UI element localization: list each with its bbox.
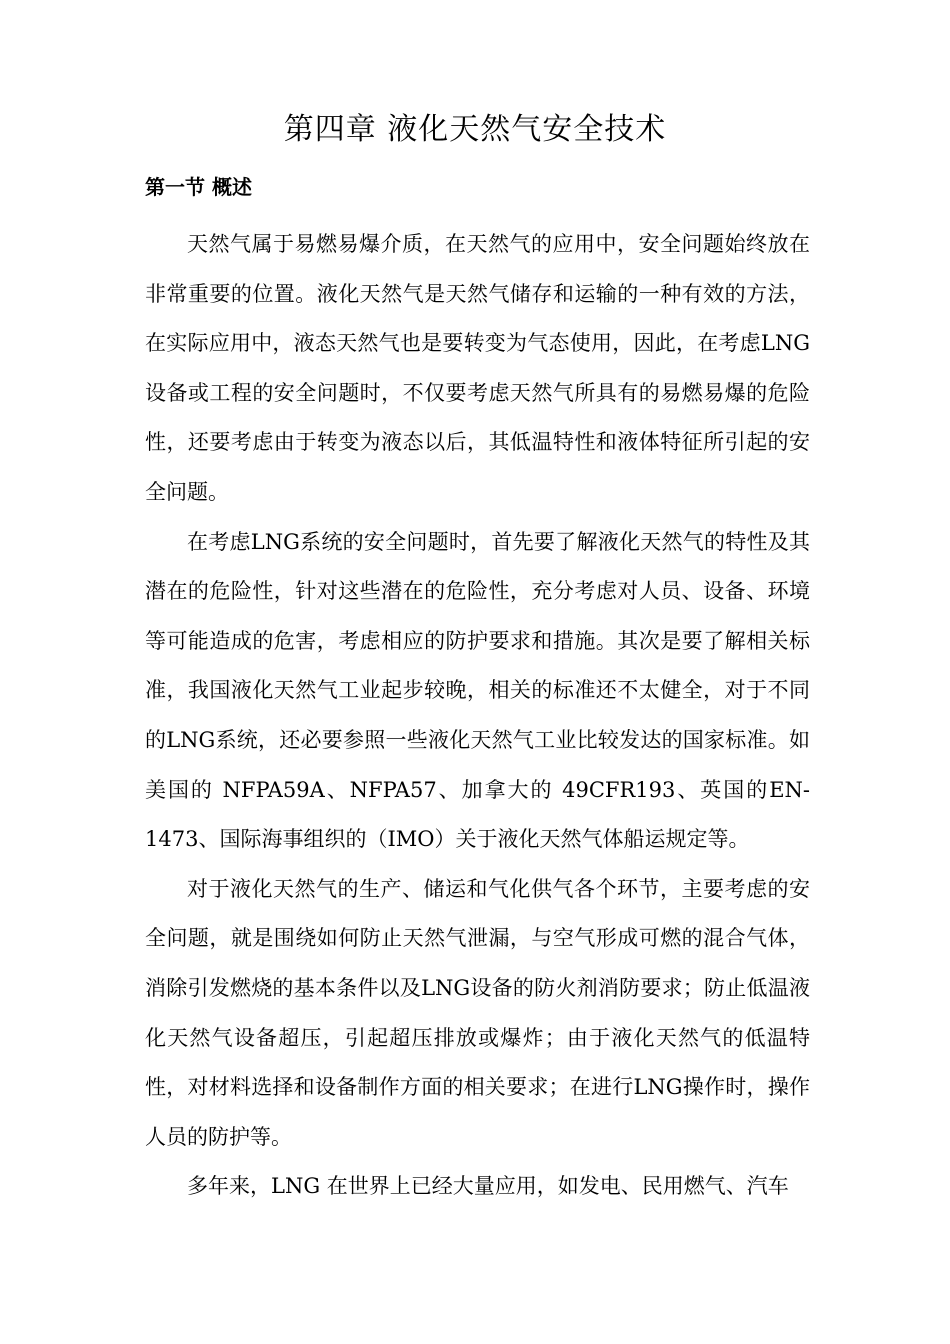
paragraph: 对于液化天然气的生产、储运和气化供气各个环节，主要考虑的安全问题，就是围绕如何防止天然气泄漏，与空气形成可燃的混合气体，消除引发燃烧的基本条件以及LNG设备的防火剂消防要求；防止低温液化天然气设备超压，引起超压排放或爆炸；由于液化天然气的低温特性，对材料选择和设备制作方面的相关要求；在进行LNG操作时，操作人员的防护等。 [145, 876, 810, 1149]
chapter-title: 第四章 液化天然气安全技术 [283, 112, 667, 147]
body-text [145, 220, 810, 1212]
paragraph: 在考虑LNG系统的安全问题时，首先要了解液化天然气的特性及其潜在的危险性，针对这些潜在的危险性，充分考虑对人员、设备、环境等可能造成的危害，考虑相应的防护要求和措施。其次是要了解相关标准，我国液化天然气工业起步较晚，相关的标准还不太健全，对于不同的LNG系统，还必要参照一些液化天然气工业比较发达的国家标准。如美国的 NFPA59A、NFPA57、加拿大的 49CFR193、英国的EN-1473、国际海事组织的（IMO）关于液化天然气体船运规定等。 [145, 529, 810, 852]
paragraph: 多年来，LNG 在世界上已经大量应用，如发电、民用燃气、汽车 [187, 1174, 789, 1199]
paragraph: 天然气属于易燃易爆介质，在天然气的应用中，安全问题始终放在非常重要的位置。液化天然气是天然气储存和运输的一种有效的方法，在实际应用中，液态天然气也是要转变为气态使用，因此，在考虑LNG设备或工程的安全问题时，不仅要考虑天然气所具有的易燃易爆的危险性，还要考虑由于转变为液态以后，其低温特性和液体特征所引起的安全问题。 [145, 232, 810, 504]
section-title: 第一节 概述 [145, 175, 252, 199]
